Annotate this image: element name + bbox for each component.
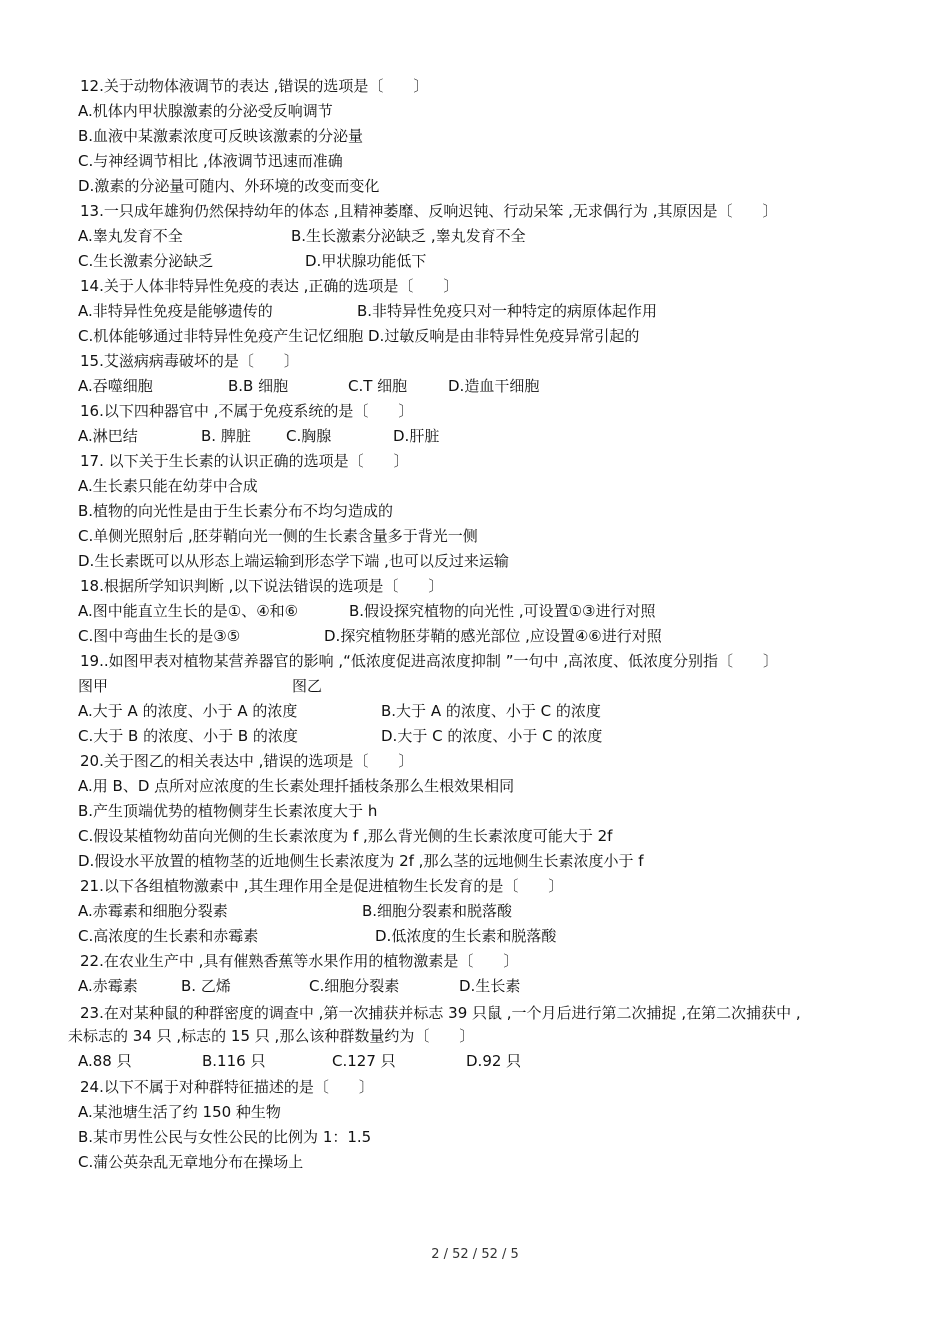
text-segment: D.92 只 xyxy=(466,1052,522,1070)
text-segment: C.机体能够通过非特异性免疫产生记忆细胞 D.过敏反响是由非特异性免疫异常引起的 xyxy=(78,327,640,345)
text-segment: 图乙 xyxy=(292,677,323,695)
text-segment: C.单侧光照射后 ,胚芽鞘向光一侧的生长素含量多于背光一侧 xyxy=(78,527,478,545)
text-segment: B.血液中某激素浓度可反映该激素的分泌量 xyxy=(78,127,364,145)
text-segment: 13.一只成年雄狗仍然保持幼年的体态 ,且精神萎靡、反响迟钝、行动呆笨 ,无求偶行为 ,其原因是〔 〕 xyxy=(80,202,778,220)
text-segment: A.某池塘生活了约 150 种生物 xyxy=(78,1103,281,1121)
text-segment: D.生长素既可以从形态上端运输到形态学下端 ,也可以反过来运输 xyxy=(78,552,509,570)
text-segment: A.非特异性免疫是能够遗传的 xyxy=(78,302,273,320)
text-segment: B.某市男性公民与女性公民的比例为 1：1.5 xyxy=(78,1128,372,1146)
text-segment: B.细胞分裂素和脱落酸 xyxy=(362,902,513,920)
text-segment: 15.艾滋病病毒破坏的是〔 〕 xyxy=(80,352,299,370)
text-segment: A.生长素只能在幼芽中合成 xyxy=(78,477,258,495)
text-segment: D.假设水平放置的植物茎的近地侧生长素浓度为 2f ,那么茎的远地侧生长素浓度小于 f xyxy=(78,852,644,870)
text-segment: D.生长素 xyxy=(459,977,521,995)
text-segment: 23.在对某种鼠的种群密度的调查中 ,第一次捕获并标志 39 只鼠 ,一个月后进行第二次捕捉 ,在第二次捕获中 , xyxy=(80,1004,801,1022)
text-segment: A.用 B、D 点所对应浓度的生长素处理扦插枝条那么生根效果相同 xyxy=(78,777,515,795)
text-segment: 22.在农业生产中 ,具有催熟香蕉等水果作用的植物激素是〔 〕 xyxy=(80,952,519,970)
text-segment: 18.根据所学知识判断 ,以下说法错误的选项是〔 〕 xyxy=(80,577,444,595)
text-segment: A.吞噬细胞 xyxy=(78,377,153,395)
text-segment: D.低浓度的生长素和脱落酸 xyxy=(375,927,557,945)
text-segment: B.生长激素分泌缺乏 ,睾丸发育不全 xyxy=(291,227,526,245)
text-segment: 16.以下四种器官中 ,不属于免疫系统的是〔 〕 xyxy=(80,402,414,420)
text-segment: B.116 只 xyxy=(202,1052,266,1070)
text-segment: C.图中弯曲生长的是③⑤ xyxy=(78,627,241,645)
text-segment: 24.以下不属于对种群特征描述的是〔 〕 xyxy=(80,1078,374,1096)
text-segment: A.赤霉素和细胞分裂素 xyxy=(78,902,228,920)
text-segment: B.植物的向光性是由于生长素分布不均匀造成的 xyxy=(78,502,394,520)
text-segment: B. 脾脏 xyxy=(201,427,251,445)
text-segment: B.非特异性免疫只对一种特定的病原体起作用 xyxy=(357,302,658,320)
text-segment: C.蒲公英杂乱无章地分布在操场上 xyxy=(78,1153,304,1171)
text-segment: D.甲状腺功能低下 xyxy=(305,252,427,270)
text-segment: B.假设探究植物的向光性 ,可设置①③进行对照 xyxy=(349,602,656,620)
text-segment: C.127 只 xyxy=(332,1052,396,1070)
text-segment: A.赤霉素 xyxy=(78,977,138,995)
text-segment: C.假设某植物幼苗向光侧的生长素浓度为 f ,那么背光侧的生长素浓度可能大于 2f xyxy=(78,827,613,845)
text-segment: B.产生顶端优势的植物侧芽生长素浓度大于 h xyxy=(78,802,378,820)
text-segment: 19..如图甲表对植物某营养器官的影响 ,“低浓度促进高浓度抑制 ”一句中 ,高浓度、低浓度分别指〔 〕 xyxy=(80,652,779,670)
text-segment: A.图中能直立生长的是①、④和⑥ xyxy=(78,602,299,620)
text-segment: D.探究植物胚芽鞘的感光部位 ,应设置④⑥进行对照 xyxy=(324,627,662,645)
text-segment: C.生长激素分泌缺乏 xyxy=(78,252,214,270)
text-segment: 14.关于人体非特异性免疫的表达 ,正确的选项是〔 〕 xyxy=(80,277,459,295)
text-segment: 17. 以下关于生长素的认识正确的选项是〔 〕 xyxy=(80,452,409,470)
text-segment: C.高浓度的生长素和赤霉素 xyxy=(78,927,259,945)
text-segment: D.造血干细胞 xyxy=(448,377,540,395)
text-segment: A.大于 A 的浓度、小于 A 的浓度 xyxy=(78,702,298,720)
text-segment: 图甲 xyxy=(78,677,109,695)
text-segment: C.胸腺 xyxy=(286,427,332,445)
text-segment: C.细胞分裂素 xyxy=(309,977,400,995)
text-segment: A.88 只 xyxy=(78,1052,132,1070)
text-segment: 12.关于动物体液调节的表达 ,错误的选项是〔 〕 xyxy=(80,77,429,95)
text-segment: D.激素的分泌量可随内、外环境的改变而变化 xyxy=(78,177,380,195)
text-segment: B.B 细胞 xyxy=(228,377,289,395)
text-segment: 20.关于图乙的相关表达中 ,错误的选项是〔 〕 xyxy=(80,752,414,770)
text-segment: A.淋巴结 xyxy=(78,427,138,445)
text-segment: C.T 细胞 xyxy=(348,377,408,395)
text-segment: D.肝脏 xyxy=(393,427,440,445)
text-segment: D.大于 C 的浓度、小于 C 的浓度 xyxy=(381,727,603,745)
page-footer: 2 / 52 / 52 / 5 xyxy=(431,1247,519,1262)
text-segment: C.与神经调节相比 ,体液调节迅速而准确 xyxy=(78,152,343,170)
text-segment: 21.以下各组植物激素中 ,其生理作用全是促进植物生长发育的是〔 〕 xyxy=(80,877,564,895)
text-segment: B.大于 A 的浓度、小于 C 的浓度 xyxy=(381,702,601,720)
text-segment: A.睾丸发育不全 xyxy=(78,227,183,245)
text-segment: A.机体内甲状腺激素的分泌受反响调节 xyxy=(78,102,333,120)
text-segment: C.大于 B 的浓度、小于 B 的浓度 xyxy=(78,727,298,745)
text-segment: 未标志的 34 只 ,标志的 15 只 ,那么该种群数量约为〔 〕 xyxy=(68,1027,475,1045)
text-segment: B. 乙烯 xyxy=(181,977,231,995)
